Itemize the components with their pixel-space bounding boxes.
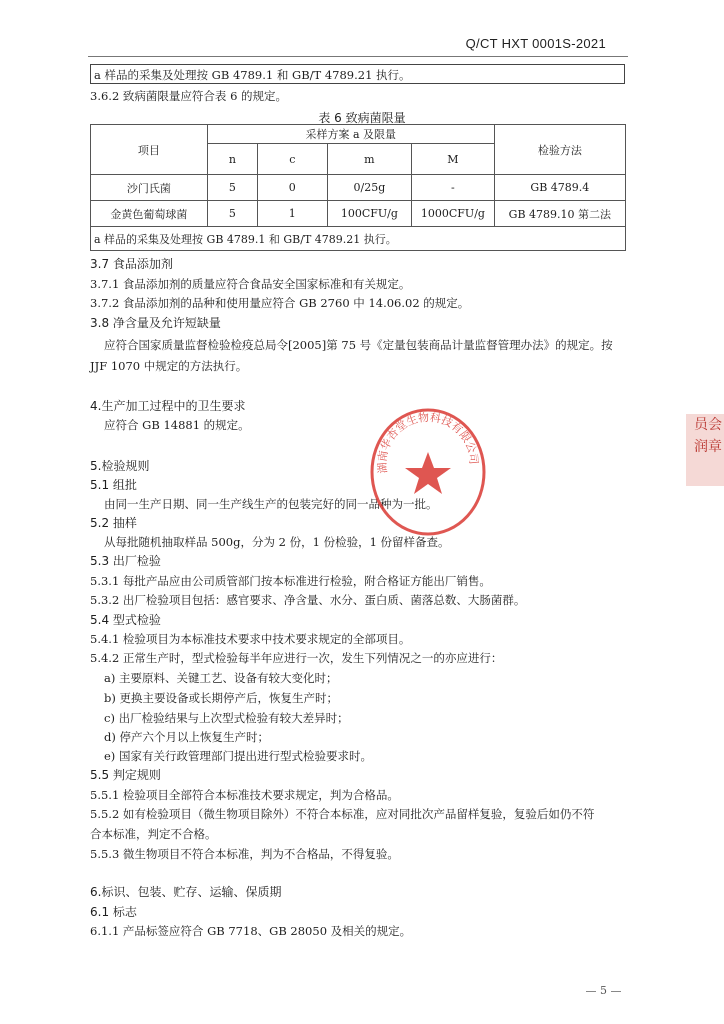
seal-text: 湖南华杏堂生物科技有限公司 [375,410,481,475]
clause-6-1: 6.1 标志 [90,905,137,919]
th-M: M [412,144,495,175]
clause-3-8-text-2: JJF 1070 中规定的方法执行。 [90,359,248,373]
th-item: 项目 [91,125,208,175]
table-row [91,175,626,201]
clause-5-4-1: 5.4.1 检验项目为本标准技术要求中技术要求规定的全部项目。 [90,632,411,646]
page-number [582,984,625,997]
cell-item: 金黄色葡萄球菌 [91,201,208,227]
section-5-title: 5.检验规则 [90,459,150,473]
th-c: c [257,144,327,175]
list-item: a) 主要原料、关键工艺、设备有较大变化时； [104,671,338,685]
standard-code: Q/CT HXT 0001S-2021 [465,36,606,51]
clause-5-5-3: 5.5.3 微生物项目不符合本标准，判为不合格品，不得复验。 [90,847,399,861]
cell-c: 1 [257,201,327,227]
list-item: b) 更换主要设备或长期停产后，恢复生产时； [104,691,339,705]
clause-5-5-2-line2: 合本标准，判定不合格。 [90,827,217,841]
clause-5-4-2: 5.4.2 正常生产时，型式检验每半年应进行一次，发生下列情况之一的亦应进行： [90,651,503,665]
clause-5-5-1: 5.5.1 检验项目全部符合本标准技术要求规定，判为合格品。 [90,788,399,802]
cell-n: 5 [207,175,257,201]
clause-3-8-text-1: 应符合国家质量监督检验检疫总局令[2005]第 75 号《定量包装商品计量监督管理办法》的规定。按 [104,338,613,352]
section-4-text: 应符合 GB 14881 的规定。 [104,418,250,432]
clause-5-5: 5.5 判定规则 [90,768,161,782]
list-item: d) 停产六个月以上恢复生产时； [104,730,270,744]
cell-M: - [412,175,495,201]
th-n: n [207,144,257,175]
section-4-title: 4.生产加工过程中的卫生要求 [90,399,246,413]
clause-5-3: 5.3 出厂检验 [90,554,161,568]
list-item: e) 国家有关行政管理部门提出进行型式检验要求时。 [104,749,372,763]
table6-footnote: a 样品的采集及处理按 GB 4789.1 和 GB/T 4789.21 执行。 [91,227,626,251]
cell-M: 1000CFU/g [412,201,495,227]
side-seal-text-1: 员会 [694,417,722,433]
th-sampling-plan: 采样方案 a 及限量 [207,125,494,144]
cell-m: 0/25g [327,175,411,201]
clause-3-7-2: 3.7.2 食品添加剂的品种和使用量应符合 GB 2760 中 14.06.02 的规定。 [90,296,470,310]
list-item: c) 出厂检验结果与上次型式检验有较大差异时； [104,711,349,725]
page-number-value: 5 [600,984,607,997]
section-6-title: 6.标识、包装、贮存、运输、保质期 [90,885,282,899]
clause-5-1: 5.1 组批 [90,478,137,492]
clause-5-5-2-line1: 5.5.2 如有检验项目（微生物项目除外）不符合本标准，应对同批次产品留样复验，复验后如仍不符 [90,807,595,821]
table5-footnote: a 样品的采集及处理按 GB 4789.1 和 GB/T 4789.21 执行。 [90,64,625,84]
clause-3-7-1: 3.7.1 食品添加剂的质量应符合食品安全国家标准和有关规定。 [90,277,411,291]
clause-5-3-1: 5.3.1 每批产品应由公司质管部门按本标准进行检验，附合格证方能出厂销售。 [90,574,491,588]
pathogen-limit-table [90,124,626,251]
clause-6-1-1: 6.1.1 产品标签应符合 GB 7718、GB 28050 及相关的规定。 [90,924,412,938]
clause-5-1-text: 由同一生产日期、同一生产线生产的包装完好的同一品种为一批。 [104,497,438,511]
cell-method: GB 4789.4 [494,175,625,201]
th-method: 检验方法 [494,125,625,175]
cell-n: 5 [207,201,257,227]
cell-method: GB 4789.10 第二法 [494,201,625,227]
table6-title: 表 6 致病菌限量 [318,111,406,125]
company-seal-stamp [368,406,488,538]
clause-3-8: 3.8 净含量及允许短缺量 [90,316,221,330]
cell-m: 100CFU/g [327,201,411,227]
side-seal-text-2: 润章 [694,439,722,455]
table-row [91,201,626,227]
cell-item: 沙门氏菌 [91,175,208,201]
clause-5-3-2: 5.3.2 出厂检验项目包括：感官要求、净含量、水分、蛋白质、菌落总数、大肠菌群。 [90,593,526,607]
clause-3-6-2: 3.6.2 致病菌限量应符合表 6 的规定。 [90,89,288,103]
clause-5-2: 5.2 抽样 [90,516,137,530]
side-seal-fragment [686,414,724,486]
header-rule [88,56,628,57]
cell-c: 0 [257,175,327,201]
th-m: m [327,144,411,175]
clause-5-4: 5.4 型式检验 [90,613,161,627]
clause-5-2-text: 从每批随机抽取样品 500g，分为 2 份，1 份检验，1 份留样备查。 [104,535,450,549]
clause-3-7: 3.7 食品添加剂 [90,257,173,271]
